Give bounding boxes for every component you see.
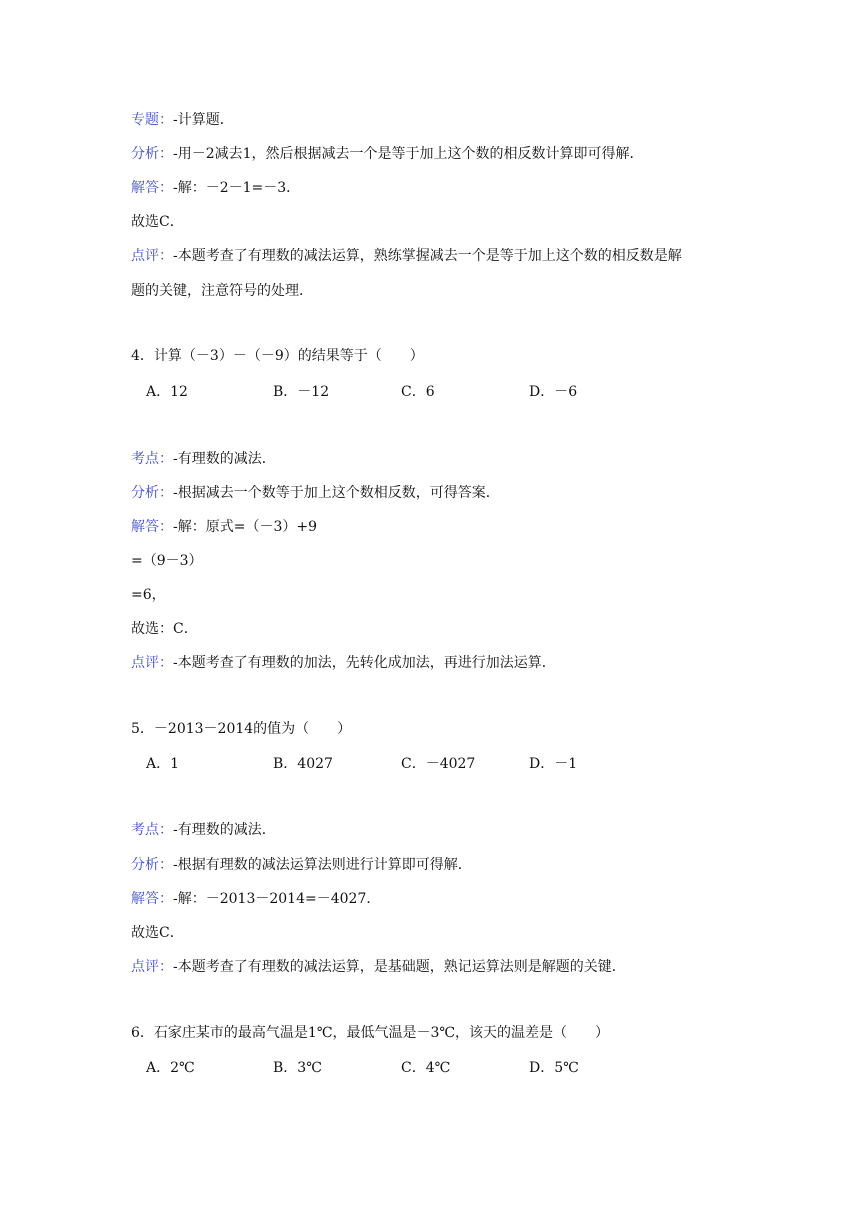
comment-tag: 点评： [131,248,173,264]
answer-text: -解：原式=（－3）+9 [173,519,318,535]
answer-tag: 解答： [131,891,173,907]
option-d: D．－6 [529,384,578,400]
option-b: B．3℃ [273,1060,322,1076]
analysis-text: -根据有理数的减法运算法则进行计算即可得解． [173,857,472,873]
analysis-text: -根据减去一个数等于加上这个数相反数，可得答案． [173,485,500,501]
topic-tag: 专题： [131,112,173,128]
analysis-tag: 分析： [131,485,173,501]
q5-comment-line [131,957,626,977]
q5-analysis-line [131,855,472,875]
option-c: C．－4027 [401,756,476,772]
q4-step-2: =6， [131,587,166,603]
q5-point-line [131,820,276,840]
point-text: -有理数的减法． [173,822,276,838]
option-b: B．－12 [273,384,330,400]
analysis-tag: 分析： [131,857,173,873]
q3-choose-line: 故选C． [131,214,184,230]
option-a: A．2℃ [146,1060,195,1076]
q3-comment-line-2: 题的关键，注意符号的处理． [131,283,313,299]
answer-text: -解：－2－1=－3． [173,180,301,196]
comment-text: -本题考查了有理数的减法运算，熟练掌握减去一个是等于加上这个数的相反数是解 [173,248,682,264]
answer-tag: 解答： [131,180,173,196]
q4-comment-line [131,653,556,673]
q3-topic-line [131,110,234,130]
point-text: -有理数的减法． [173,451,276,467]
q4-analysis-line [131,483,500,503]
q4-options [146,382,746,402]
q4-stem: 4．计算（－3）－（－9）的结果等于（ ） [131,348,424,364]
q3-comment-line [131,246,682,266]
q4-choose-line: 故选：C． [131,621,198,637]
answer-text: -解：－2013－2014=－4027． [173,891,381,907]
option-c: C．4℃ [401,1060,451,1076]
comment-tag: 点评： [131,959,173,975]
q3-answer-line [131,178,300,198]
option-d: D．5℃ [529,1060,579,1076]
analysis-tag: 分析： [131,146,173,162]
point-tag: 考点： [131,822,173,838]
topic-text: -计算题． [173,112,234,128]
q6-stem: 6．石家庄某市的最高气温是1℃，最低气温是－3℃，该天的温差是（ ） [131,1025,610,1041]
q5-choose-line: 故选C． [131,925,184,941]
q5-stem: 5．－2013－2014的值为（ ） [131,721,352,737]
comment-tag: 点评： [131,655,173,671]
option-c: C．6 [401,384,435,400]
option-b: B．4027 [273,756,333,772]
analysis-text: -用－2减去1，然后根据减去一个是等于加上这个数的相反数计算即可得解． [173,146,644,162]
q5-answer-line [131,889,380,909]
comment-text: -本题考查了有理数的减法运算，是基础题，熟记运算法则是解题的关键． [173,959,626,975]
q5-options [146,754,746,774]
q3-analysis-line [131,144,644,164]
q4-answer-line [131,517,317,537]
comment-text: -本题考查了有理数的加法，先转化成加法，再进行加法运算． [173,655,556,671]
q4-step-1: =（9－3） [131,553,203,569]
option-a: A．12 [146,384,188,400]
option-a: A．1 [146,756,180,772]
q4-point-line [131,449,276,469]
point-tag: 考点： [131,451,173,467]
option-d: D．－1 [529,756,578,772]
q6-options [146,1058,746,1078]
answer-tag: 解答： [131,519,173,535]
